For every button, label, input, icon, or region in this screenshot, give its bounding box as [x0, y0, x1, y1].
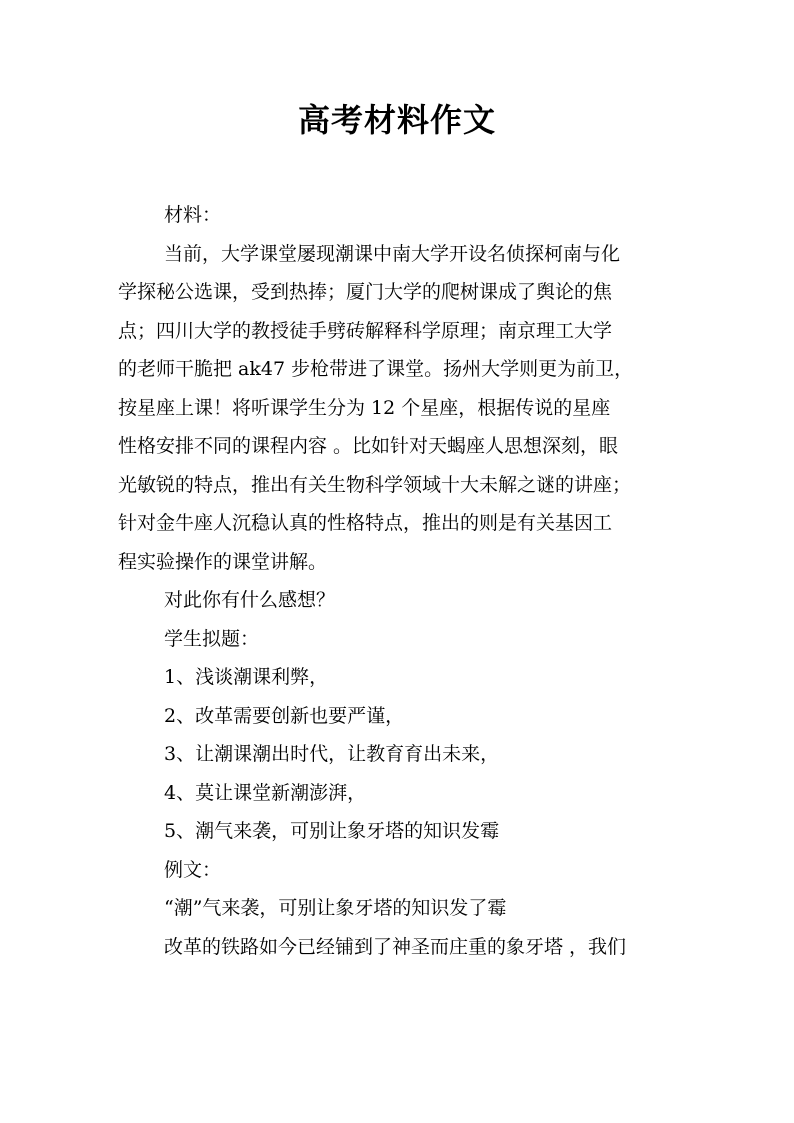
- example-label: 例文：: [164, 858, 222, 881]
- material-label: 材料：: [164, 204, 222, 226]
- question-text: 对此你有什么感想？: [164, 589, 336, 611]
- material-line: 学探秘公选课，受到热捧；厦门大学的爬树课成了舆论的焦: [118, 281, 613, 303]
- list-item: 4、莫让课堂新潮澎湃，: [164, 781, 367, 804]
- material-paragraph: [118, 235, 688, 582]
- material-line: 性格安排不同的课程内容 。比如针对天蝎座人思想深刻，眼: [118, 435, 619, 457]
- document-title: 高考材料作文: [297, 101, 496, 139]
- material-line: 光敏锐的特点，推出有关生物科学领域十大未解之谜的讲座；: [118, 473, 632, 496]
- list-item: 1、浅谈潮课利弊，: [164, 666, 329, 688]
- material-line: 的老师干脆把 ak47 步枪带进了课堂。扬州大学则更为前卫，: [118, 358, 634, 380]
- list-item: 3、让潮课潮出时代，让教育育出未来，: [164, 743, 500, 765]
- student-titles-list: [118, 658, 688, 851]
- material-line: 针对金牛座人沉稳认真的性格特点，推出的则是有关基因工: [118, 512, 613, 534]
- material-line: 按星座上课！将听课学生分为 12 个星座，根据传说的星座: [118, 396, 611, 419]
- student-titles-label: 学生拟题：: [164, 627, 260, 650]
- material-line: 点；四川大学的教授徒手劈砖解释科学原理；南京理工大学: [118, 319, 613, 342]
- document-body: [118, 196, 688, 966]
- material-line: 程实验操作的课堂讲解。: [118, 550, 328, 573]
- example-first-line: 改革的铁路如今已经铺到了神圣而庄重的象牙塔 ，我们: [164, 935, 627, 958]
- material-line: 当前，大学课堂屡现潮课中南大学开设名侦探柯南与化: [164, 242, 621, 265]
- list-item: 5、潮气来袭，可别让象牙塔的知识发霉: [164, 820, 500, 842]
- example-title: “潮”气来袭，可别让象牙塔的知识发了霉: [164, 897, 507, 919]
- list-item: 2、改革需要创新也要严谨，: [164, 704, 405, 727]
